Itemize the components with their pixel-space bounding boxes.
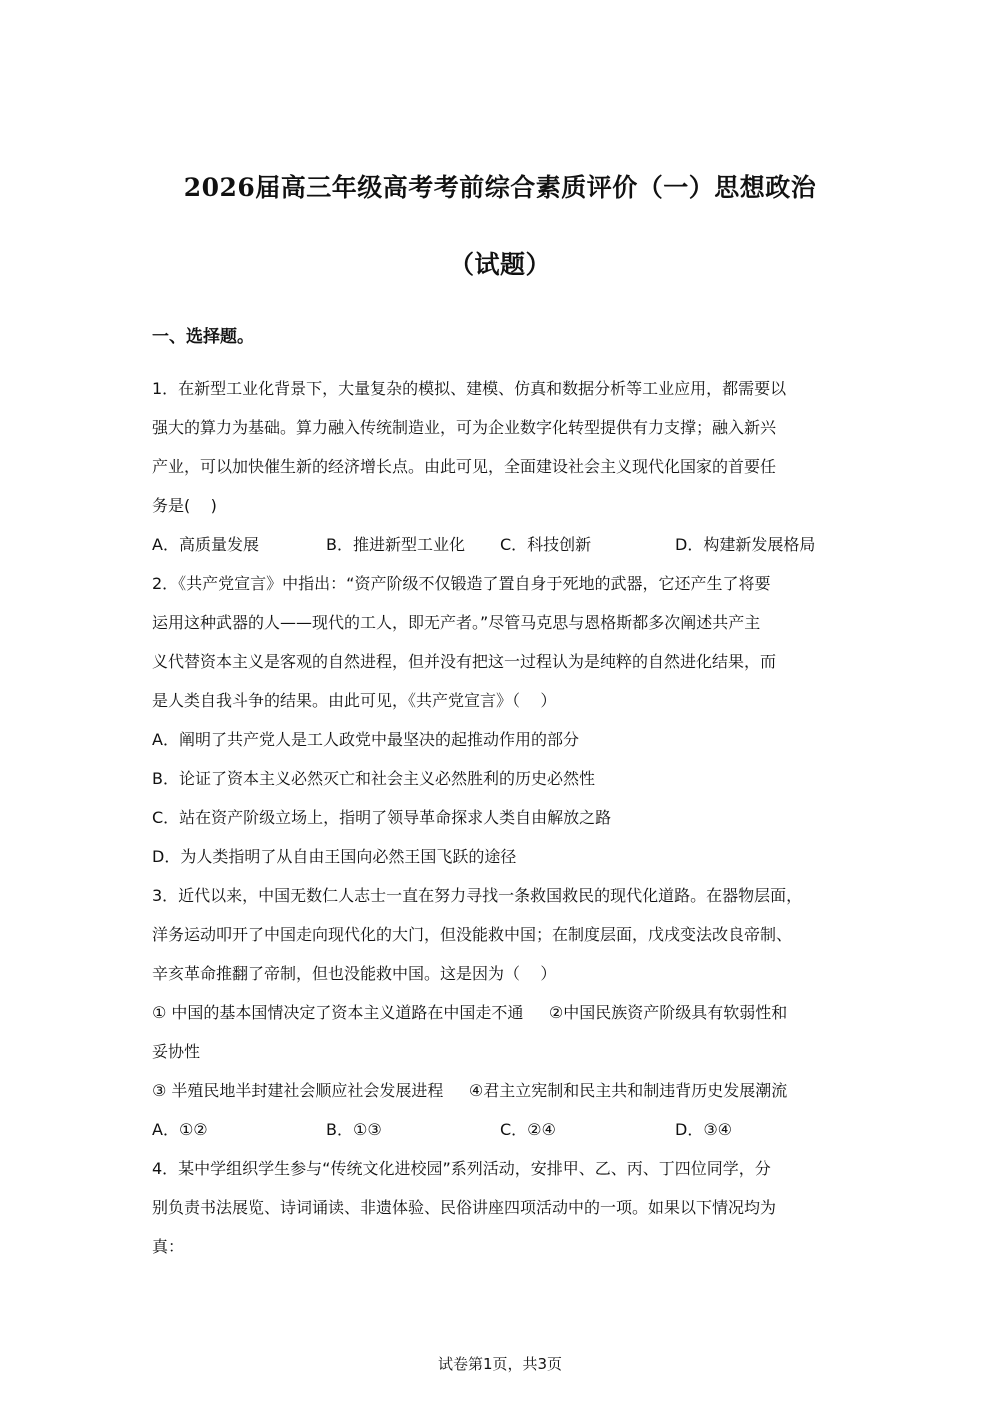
- question-2-line: 2．《共产党宣言》中指出：“资产阶级不仅锻造了置自身于死地的武器，它还产生了将要: [152, 574, 771, 593]
- question-4-line: 别负责书法展览、诗词诵读、非遗体验、民俗讲座四项活动中的一项。如果以下情况均为: [152, 1198, 777, 1217]
- question-1-option-b: B．推进新型工业化: [326, 535, 465, 554]
- question-2-option-b: B．论证了资本主义必然灭亡和社会主义必然胜利的历史必然性: [152, 769, 595, 788]
- question-3-option-c: C．②④: [500, 1120, 556, 1139]
- question-2-line: 义代替资本主义是客观的自然进程，但并没有把这一过程认为是纯粹的自然进化结果，而: [152, 652, 777, 671]
- question-3-option-d: D．③④: [675, 1120, 733, 1139]
- question-1-option-a: A．高质量发展: [152, 535, 259, 554]
- question-1-line: 务是( ): [152, 496, 217, 515]
- question-3-option-b: B．①③: [326, 1120, 382, 1139]
- question-2-option-c: C．站在资产阶级立场上，指明了领导革命探求人类自由解放之路: [152, 808, 612, 827]
- question-4-line: 真：: [152, 1237, 185, 1256]
- section-heading: 一、选择题。: [152, 327, 254, 347]
- question-2-option-a: A．阐明了共产党人是工人政党中最坚决的起推动作用的部分: [152, 730, 579, 749]
- exam-subtitle: （试题）: [448, 250, 551, 279]
- question-1-option-c: C．科技创新: [500, 535, 592, 554]
- question-3-statement: 妥协性: [152, 1042, 201, 1061]
- question-3-statement: ③ 半殖民地半封建社会顺应社会发展进程 ④君主立宪制和民主共和制违背历史发展潮流: [152, 1081, 788, 1100]
- question-2-line: 是人类自我斗争的结果。由此可见，《共产党宣言》（ ）: [152, 691, 557, 710]
- question-1-line: 强大的算力为基础。算力融入传统制造业，可为企业数字化转型提供有力支撑；融入新兴: [152, 418, 777, 437]
- question-3-line: 辛亥革命推翻了帝制，但也没能救中国。这是因为（ ）: [152, 964, 557, 983]
- exam-title: 2026届高三年级高考考前综合素质评价（一）思想政治: [183, 173, 817, 202]
- page-footer: 试卷第1页，共3页: [437, 1355, 563, 1373]
- question-3-option-a: A．①②: [152, 1120, 208, 1139]
- question-1-option-d: D．构建新发展格局: [675, 535, 816, 554]
- question-3-line: 洋务运动叩开了中国走向现代化的大门，但没能救中国；在制度层面，戊戌变法改良帝制、: [152, 925, 793, 944]
- question-2-line: 运用这种武器的人——现代的工人，即无产者。”尽管马克思与恩格斯都多次阐述共产主: [152, 613, 761, 632]
- question-2-option-d: D．为人类指明了从自由王国向必然王国飞跃的途径: [152, 847, 517, 866]
- question-3-line: 3．近代以来，中国无数仁人志士一直在努力寻找一条救国救民的现代化道路。在器物层面，: [152, 886, 803, 905]
- question-1-line: 1．在新型工业化背景下，大量复杂的模拟、建模、仿真和数据分析等工业应用，都需要以: [152, 379, 787, 398]
- question-1-line: 产业，可以加快催生新的经济增长点。由此可见，全面建设社会主义现代化国家的首要任: [152, 457, 777, 476]
- question-3-statement: ① 中国的基本国情决定了资本主义道路在中国走不通 ②中国民族资产阶级具有软弱性和: [152, 1003, 788, 1022]
- question-4-line: 4．某中学组织学生参与“传统文化进校园”系列活动，安排甲、乙、丙、丁四位同学，分: [152, 1159, 771, 1178]
